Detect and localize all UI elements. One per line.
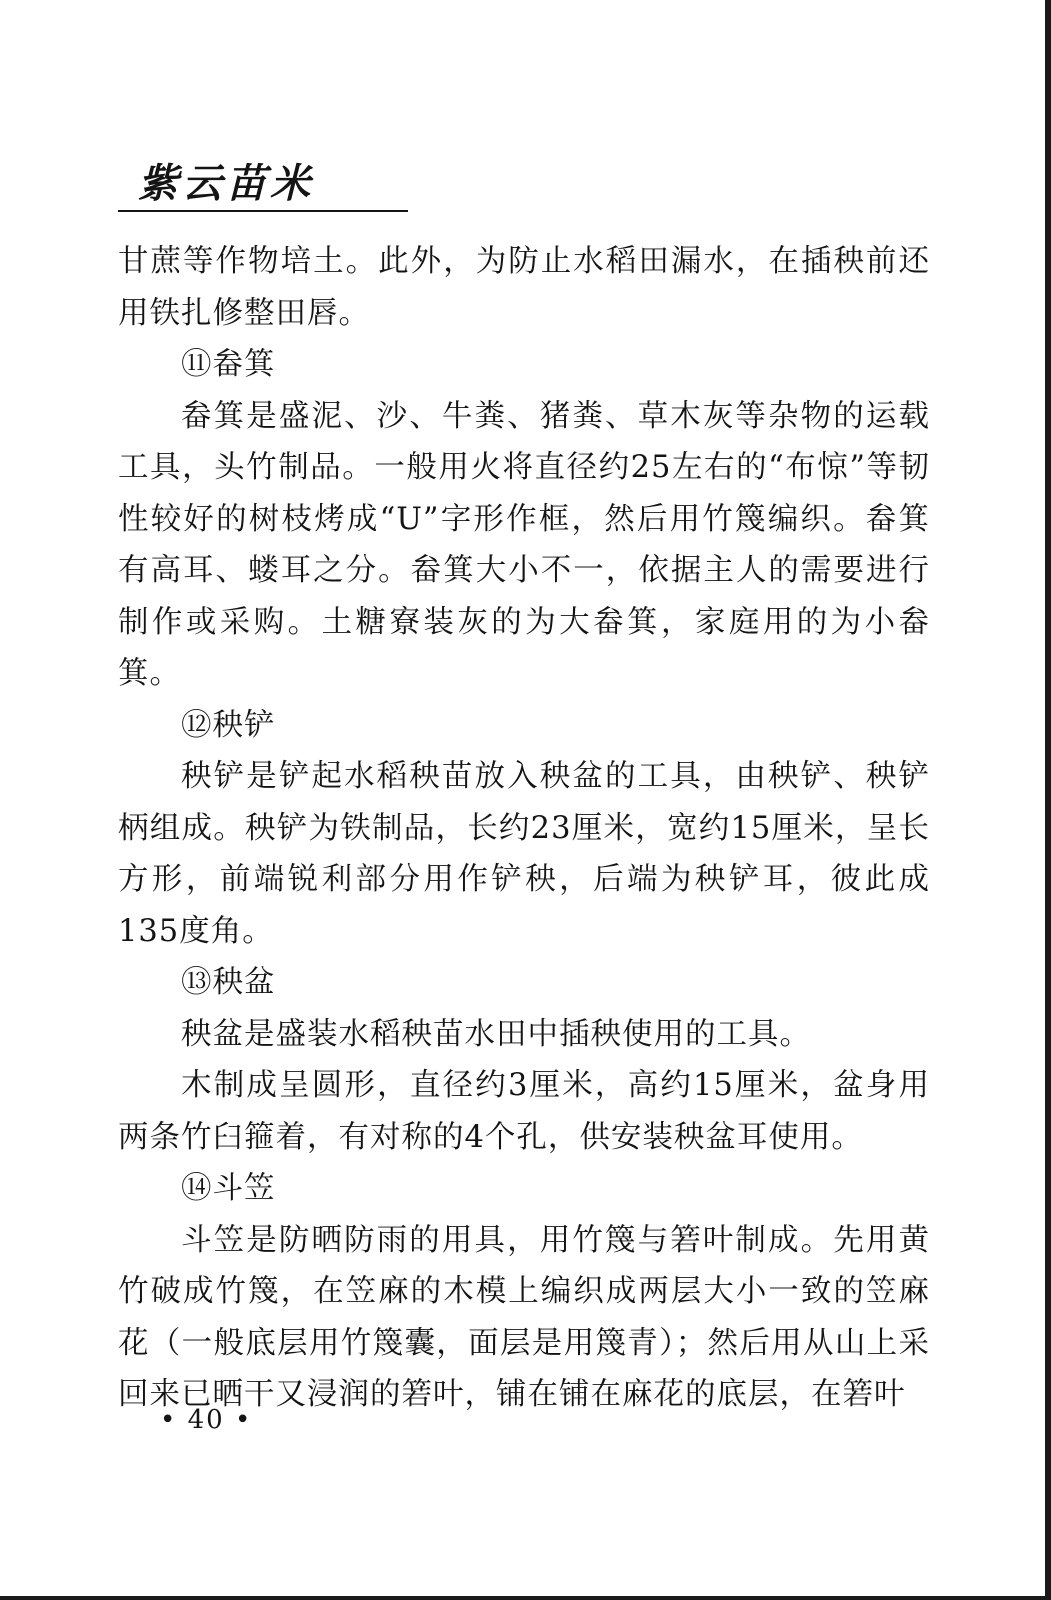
paragraph-yangpen-1: 秧盆是盛装水稻秧苗水田中插秧使用的工具。 [181,1016,811,1052]
header-rule [118,210,408,212]
paragraph-yangchan: 秧铲是铲起水稻秧苗放入秧盆的工具，由秧铲、秧铲柄组成。秧铲为铁制品，长约23厘米，宽约15厘米，呈长方形，前端锐利部分用作铲秧，后端为秧铲耳，彼此成135度角。 [118,759,930,949]
book-title: 紫云苗米 [138,160,314,207]
section-heading-douli: ⑭斗笠 [181,1171,276,1206]
paragraph-benji: 畚箕是盛泥、沙、牛粪、猪粪、草木灰等杂物的运载工具，头竹制品。一般用火将直径约25左右的“布惊”等韧性较好的树枝烤成“U”字形作框，然后用竹篾编织。畚箕有高耳、蝼耳之分。畚箕大小不一，依据主人的需要进行制作或采购。土糖寮装灰的为大畚箕，家庭用的为小畚箕。 [118,398,930,691]
page-body [118,236,930,1421]
paragraph-yangpen-2: 木制成呈圆形，直径约3厘米，高约15厘米，盆身用两条竹臼箍着，有对称的4个孔，供安装秧盆耳使用。 [118,1068,930,1155]
page-number: • 40 • [160,1405,253,1435]
section-heading-yangpen: ⑬秧盆 [181,965,276,1000]
paragraph-continued: 甘蔗等作物培土。此外，为防止水稻田漏水，在插秧前还用铁扎修整田唇。 [118,244,930,331]
section-heading-benji: ⑪畚箕 [181,347,276,382]
section-heading-yangchan: ⑫秧铲 [181,707,276,743]
paragraph-douli: 斗笠是防晒防雨的用具，用竹篾与箬叶制成。先用黄竹破成竹篾，在笠麻的木模上编织成两层大小一致的笠麻花（一般底层用竹篾囊，面层是用篾青）；然后用从山上采回来已晒干又浸润的箬叶，铺在铺在麻花的底层，在箬叶 [118,1222,930,1412]
running-head [118,160,408,212]
